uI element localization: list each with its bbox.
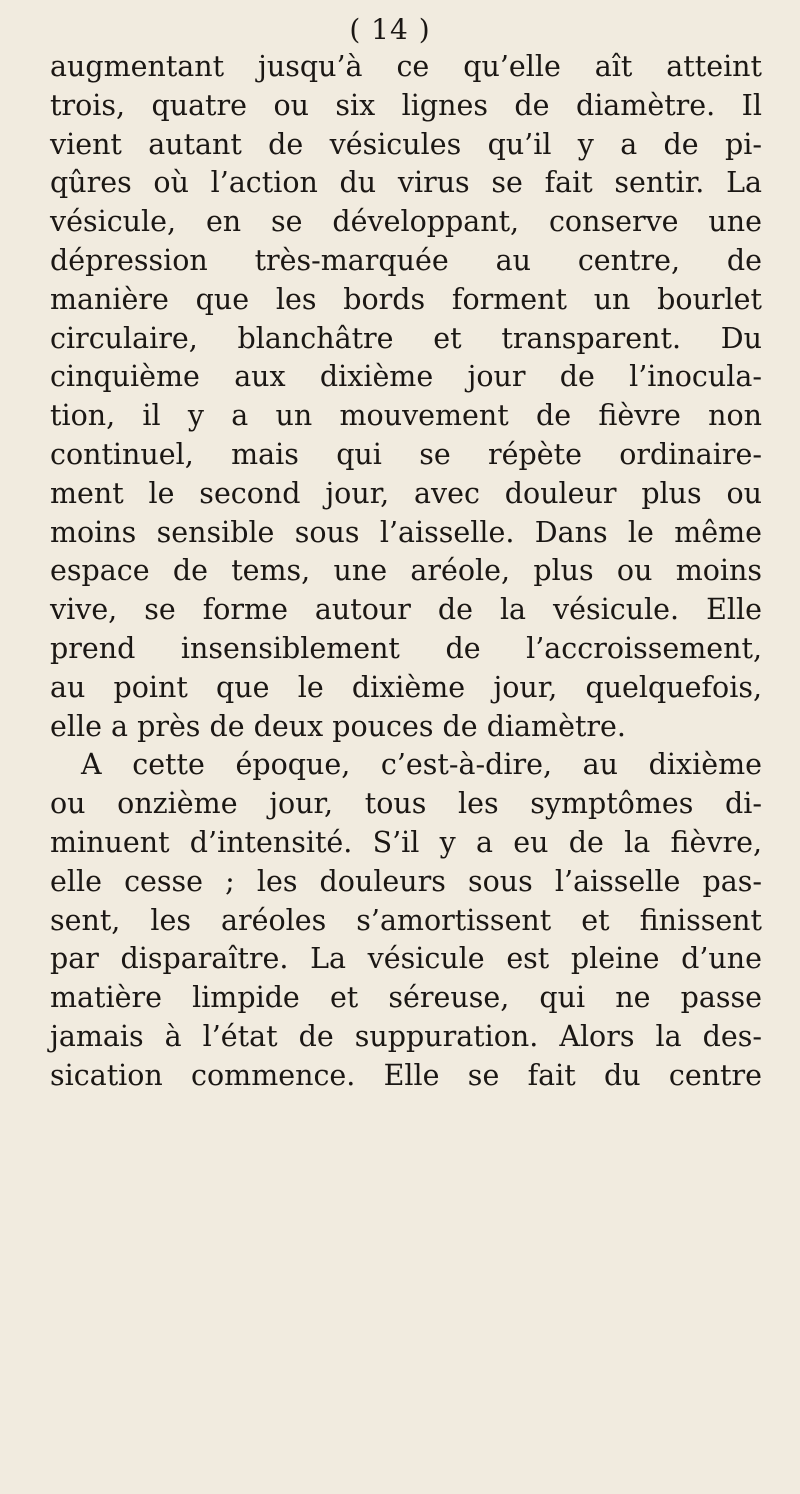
text-line: continuel, mais qui se répète ordinaire- [50,437,762,471]
text-line: circulaire, blanchâtre et transparent. Du [50,321,762,355]
text-line: jamais à l’état de suppuration. Alors la des- [50,1019,762,1053]
text-line: au point que le dixième jour, quelquefois, [50,670,762,704]
text-line: moins sensible sous l’aisselle. Dans le même [50,515,762,549]
text-line: tion, il y a un mouvement de fièvre non [50,399,762,433]
text-line: vive, se forme autour de la vésicule. Elle [50,593,762,627]
text-line: A cette époque, c’est-à-dire, au dixième [81,748,762,782]
text-line: ou onzième jour, tous les symptômes di- [50,787,762,821]
page-number: ( 14 ) [349,13,431,46]
paragraph [50,48,762,746]
text-line: prend insensiblement de l’accroissement, [50,631,762,665]
text-line: augmentant jusqu’à ce qu’elle aît atteint [50,50,762,83]
text-line: cinquième aux dixième jour de l’inocula- [50,360,762,394]
text-line: sication commence. Elle se fait du centre [50,1058,762,1092]
text-line: elle cesse ; les douleurs sous l’aisselle pas- [50,864,762,898]
text-line: elle a près de deux pouces de diamètre. [50,709,626,743]
body-text [50,48,762,1096]
text-line: ment le second jour, avec douleur plus ou [50,476,762,510]
text-line: matière limpide et séreuse, qui ne passe [50,981,762,1015]
text-line: vient autant de vésicules qu’il y a de pi- [50,127,762,161]
text-line: par disparaître. La vésicule est pleine d’une [50,942,762,976]
text-line: espace de tems, une aréole, plus ou moins [50,554,762,588]
text-line: dépression très-marquée au centre, de [50,243,762,277]
text-line: minuent d’intensité. S’il y a eu de la fièvre, [50,825,762,859]
text-line: manière que les bords forment un bourlet [50,282,762,316]
text-line: trois, quatre ou six lignes de diamètre. Il [50,88,762,122]
text-line: sent, les aréoles s’amortissent et finissent [50,903,762,937]
text-line: vésicule, en se développant, conserve une [50,205,762,239]
text-line: qûres où l’action du virus se fait sentir. La [50,166,762,200]
paragraph [50,746,762,1095]
